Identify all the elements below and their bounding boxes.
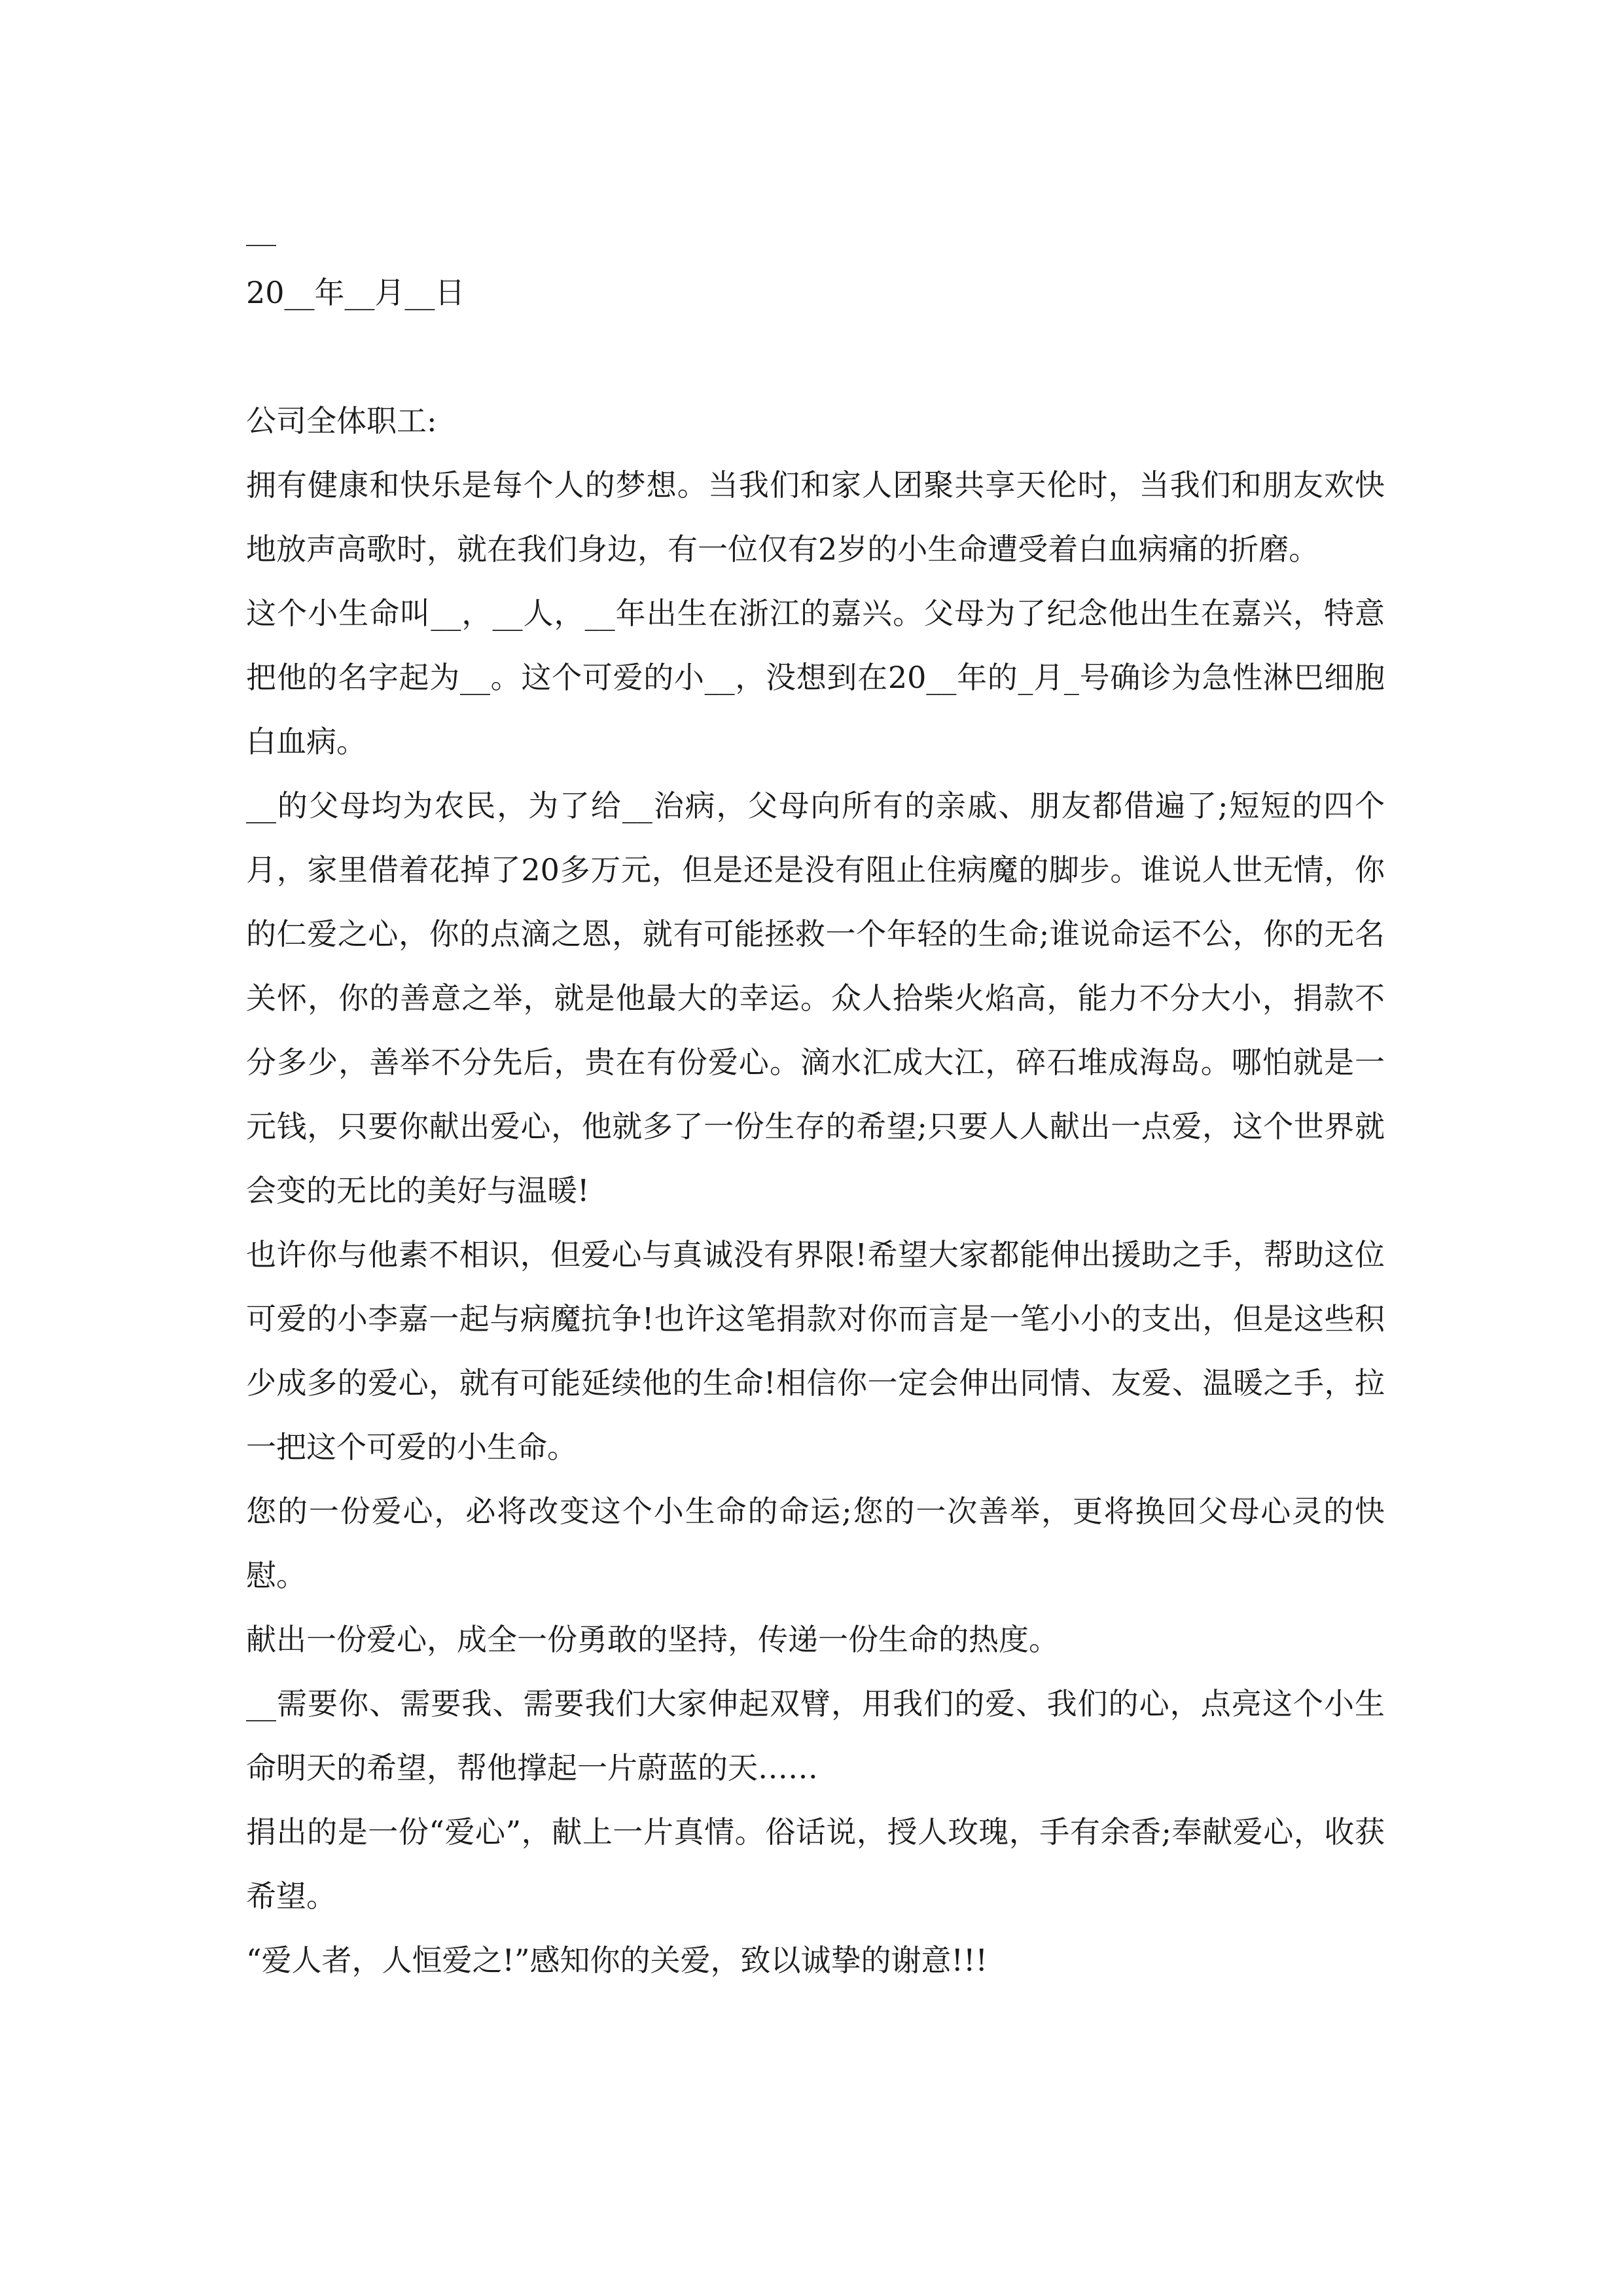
paragraph: 这个小生命叫__，__人，__年出生在浙江的嘉兴。父母为了纪念他出生在嘉兴，特意把他的名字起为__。这个可爱的小__，没想到在20__年的_月_号确诊为急性淋巴细胞白血病。: [246, 596, 1385, 759]
date-line: 20__年__月__日: [246, 275, 465, 310]
top-blank-mark: __: [246, 211, 276, 246]
paragraph: 捐出的是一份“爱心”，献上一片真情。俗话说，授人玫瑰，手有余香;奉献爱心，收获希望。: [246, 1814, 1385, 1914]
paragraph: 也许你与他素不相识，但爱心与真诚没有界限!希望大家都能伸出援助之手，帮助这位可爱的小李嘉一起与病魔抗争!也许这笔捐款对你而言是一笔小小的支出，但是这些积少成多的爱心，就有可能延续他的生命!相信你一定会伸出同情、友爱、温暖之手，拉一把这个可爱的小生命。: [246, 1237, 1385, 1465]
paragraph: __的父母均为农民，为了给__治病，父母向所有的亲戚、朋友都借遍了;短短的四个月，家里借着花掉了20多万元，但是还是没有阻止住病魔的脚步。谁说人世无情，你的仁爱之心，你的点滴之恩，就有可能拯救一个年轻的生命;谁说命运不公，你的无名关怀，你的善意之举，就是他最大的幸运。众人拾柴火焰高，能力不分大小，捐款不分多少，善举不分先后，贵在有份爱心。滴水汇成大江，碎石堆成海岛。哪怕就是一元钱，只要你献出爱心，他就多了一份生存的希望;只要人人献出一点爱，这个世界就会变的无比的美好与温暖!: [246, 788, 1385, 1208]
paragraph: __需要你、需要我、需要我们大家伸起双臂，用我们的爱、我们的心，点亮这个小生命明天的希望，帮他撑起一片蔚蓝的天……: [246, 1686, 1385, 1785]
paragraph: 您的一份爱心，必将改变这个小生命的命运;您的一次善举，更将换回父母心灵的快慰。: [246, 1494, 1385, 1593]
letter-body: [246, 196, 1385, 1992]
paragraph: 献出一份爱心，成全一份勇敢的坚持，传递一份生命的热度。: [246, 1622, 1059, 1657]
paragraph: 拥有健康和快乐是每个人的梦想。当我们和家人团聚共享天伦时，当我们和朋友欢快地放声高歌时，就在我们身边，有一位仅有2岁的小生命遭受着白血病痛的折磨。: [246, 467, 1385, 567]
salutation: 公司全体职工:: [246, 403, 437, 439]
closing-paragraph: “爱人者，人恒爱之!”感知你的关爱，致以诚挚的谢意!!!: [246, 1943, 988, 1978]
